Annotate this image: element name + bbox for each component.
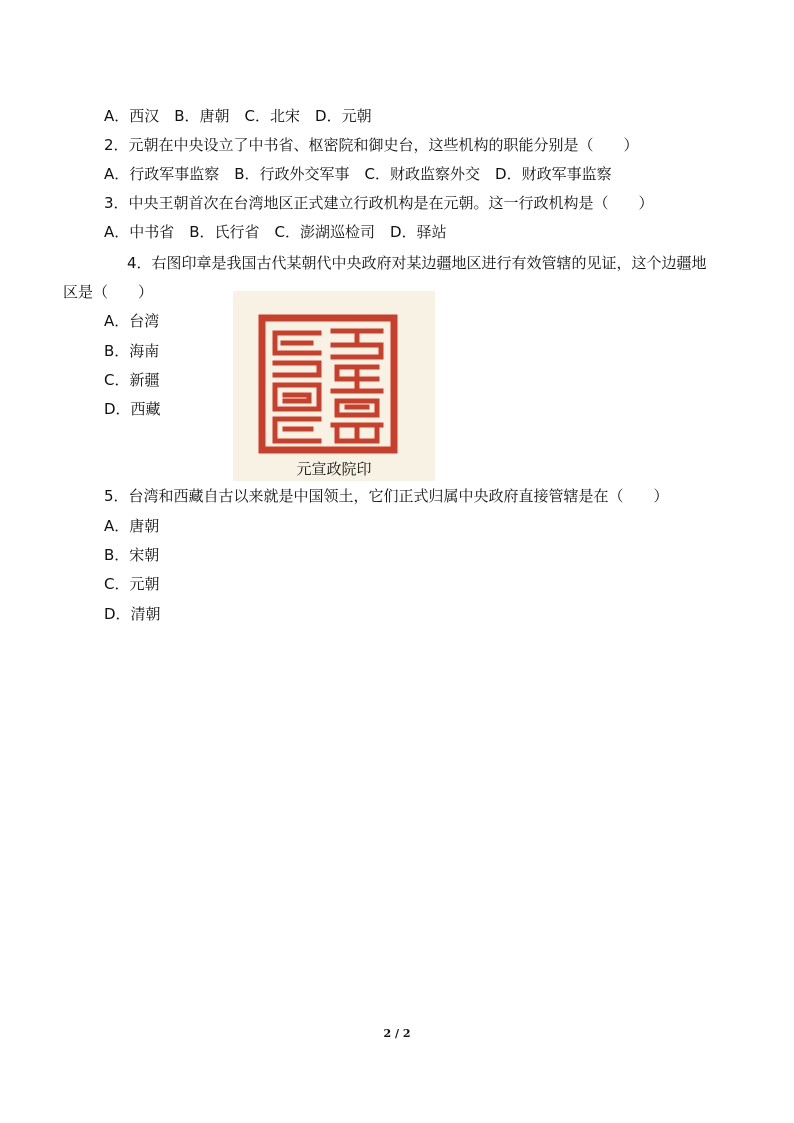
q5-option-a: A．唐朝	[104, 517, 160, 535]
q5-option-c: C．元朝	[104, 575, 160, 593]
q4-stem-line2: 区是（ ）	[63, 283, 154, 301]
q2-options: A．行政军事监察 B．行政外交军事 C．财政监察外交 D．财政军事监察	[104, 165, 612, 183]
q5-stem: 5．台湾和西藏自古以来就是中国领土，它们正式归属中央政府直接管辖是在（ ）	[104, 487, 669, 505]
q4-option-d: D．西藏	[104, 400, 161, 418]
q4-option-a: A．台湾	[104, 312, 160, 330]
q1-options: A．西汉 B．唐朝 C．北宋 D．元朝	[104, 107, 372, 125]
q4-option-c: C．新疆	[104, 371, 160, 389]
q4-stem-line1: 4．右图印章是我国古代某朝代中央政府对某边疆地区进行有效管辖的见证，这个边疆地	[127, 254, 707, 272]
q3-stem: 3．中央王朝首次在台湾地区正式建立行政机构是在元朝。这一行政机构是（ ）	[104, 194, 654, 212]
q5-option-b: B．宋朝	[104, 546, 160, 564]
q4-option-b: B．海南	[104, 342, 160, 360]
q5-option-d: D．清朝	[104, 605, 161, 623]
seal-image	[257, 313, 399, 455]
figure-caption: 元宣政院印	[296, 460, 372, 478]
q2-stem: 2．元朝在中央设立了中书省、枢密院和御史台，这些机构的职能分别是（ ）	[104, 136, 639, 154]
seal-figure	[233, 291, 435, 481]
q3-options: A．中书省 B．氏行省 C．澎湖巡检司 D．驿站	[104, 223, 447, 241]
page-number: 2 / 2	[383, 1027, 411, 1040]
